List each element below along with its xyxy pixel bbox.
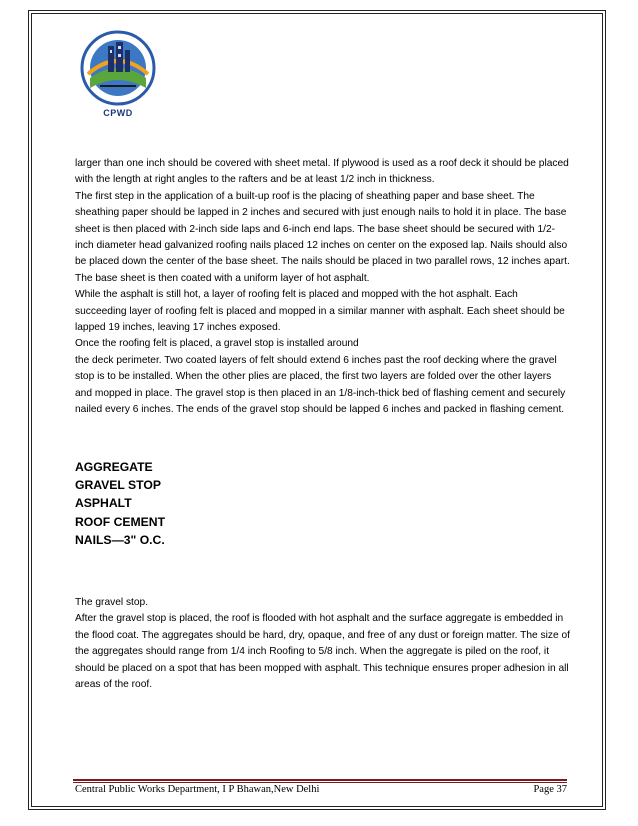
cpwd-logo [78, 28, 158, 128]
paragraph: The first step in the application of a built-up roof is the placing of sheathing paper and base sheet. The sheathing paper should be lapped in 2 inches and secured with just enough nails to hold it in place. The base sheet is then placed with 2-inch side laps and 6-inch end laps. The base sheet should be secured with 1/2-inch diameter head galvanized roofing nails placed 12 inches on center on the exposed lap. Nails should also be placed down the center of the base sheet. The nails should be placed in two parallel rows, 12 inches apart. [75, 190, 570, 268]
paragraph: After the gravel stop is placed, the roof is flooded with hot asphalt and the surface aggregate is embedded in the flood coat. The aggregates should be hard, dry, opaque, and free of any dust or foreign matter. The size of the aggregates should range from 1/4 inch Roofing to 5/8 inch. When the aggregate is piled on the roof, it should be placed on a spot that has been mopped with asphalt. This technique ensures proper adhesion in all areas of the roof. [75, 613, 570, 691]
heading-aggregate: AGGREGATE [75, 460, 153, 474]
page-number: Page 37 [533, 784, 567, 795]
paragraph: larger than one inch should be covered with sheet metal. If plywood is used as a roof deck it should be placed with the length at right angles to the rafters and be at least 1/2 inch in thickness. [75, 158, 569, 186]
page-footer [75, 784, 567, 795]
heading-list [75, 458, 375, 549]
heading-asphalt: ASPHALT [75, 496, 132, 511]
footer-rule [73, 779, 567, 781]
paragraph: Once the roofing felt is placed, a gravel stop is installed around [75, 338, 359, 350]
paragraph: While the asphalt is still hot, a layer of roofing felt is placed and mopped with the hot asphalt. Each succeeding layer of roofing felt is placed and mopped in a similar manner with asphalt. Each sheet should be lapped 19 inches, leaving 17 inches exposed. [75, 289, 565, 334]
heading-nails: NAILS—3" O.C. [75, 532, 165, 547]
paragraph: The base sheet is then coated with a uniform layer of hot asphalt. [75, 272, 370, 284]
paragraph: The gravel stop. [75, 597, 149, 608]
heading-gravel-stop: GRAVEL STOP [75, 478, 162, 493]
footer-rule-thin [73, 782, 567, 783]
logo-text: CPWD [103, 108, 133, 118]
body-text [75, 156, 570, 419]
paragraph: the deck perimeter. Two coated layers of felt should extend 6 inches past the roof decking where the gravel stop is to be installed. When the other plies are placed, the first two layers are folded over the other layers and mopped in place. The gravel stop is then placed in an 1/8-inch-thick bed of flashing cement and securely nailed every 6 inches. The ends of the gravel stop should be lapped 6 inches and packed in flashing cement. [75, 354, 566, 416]
footer-org: Central Public Works Department, I P Bhawan,New Delhi [75, 784, 320, 795]
body-text-2 [75, 595, 570, 693]
heading-roof-cement: ROOF CEMENT [75, 514, 166, 529]
cpwd-emblem-icon [78, 28, 158, 108]
